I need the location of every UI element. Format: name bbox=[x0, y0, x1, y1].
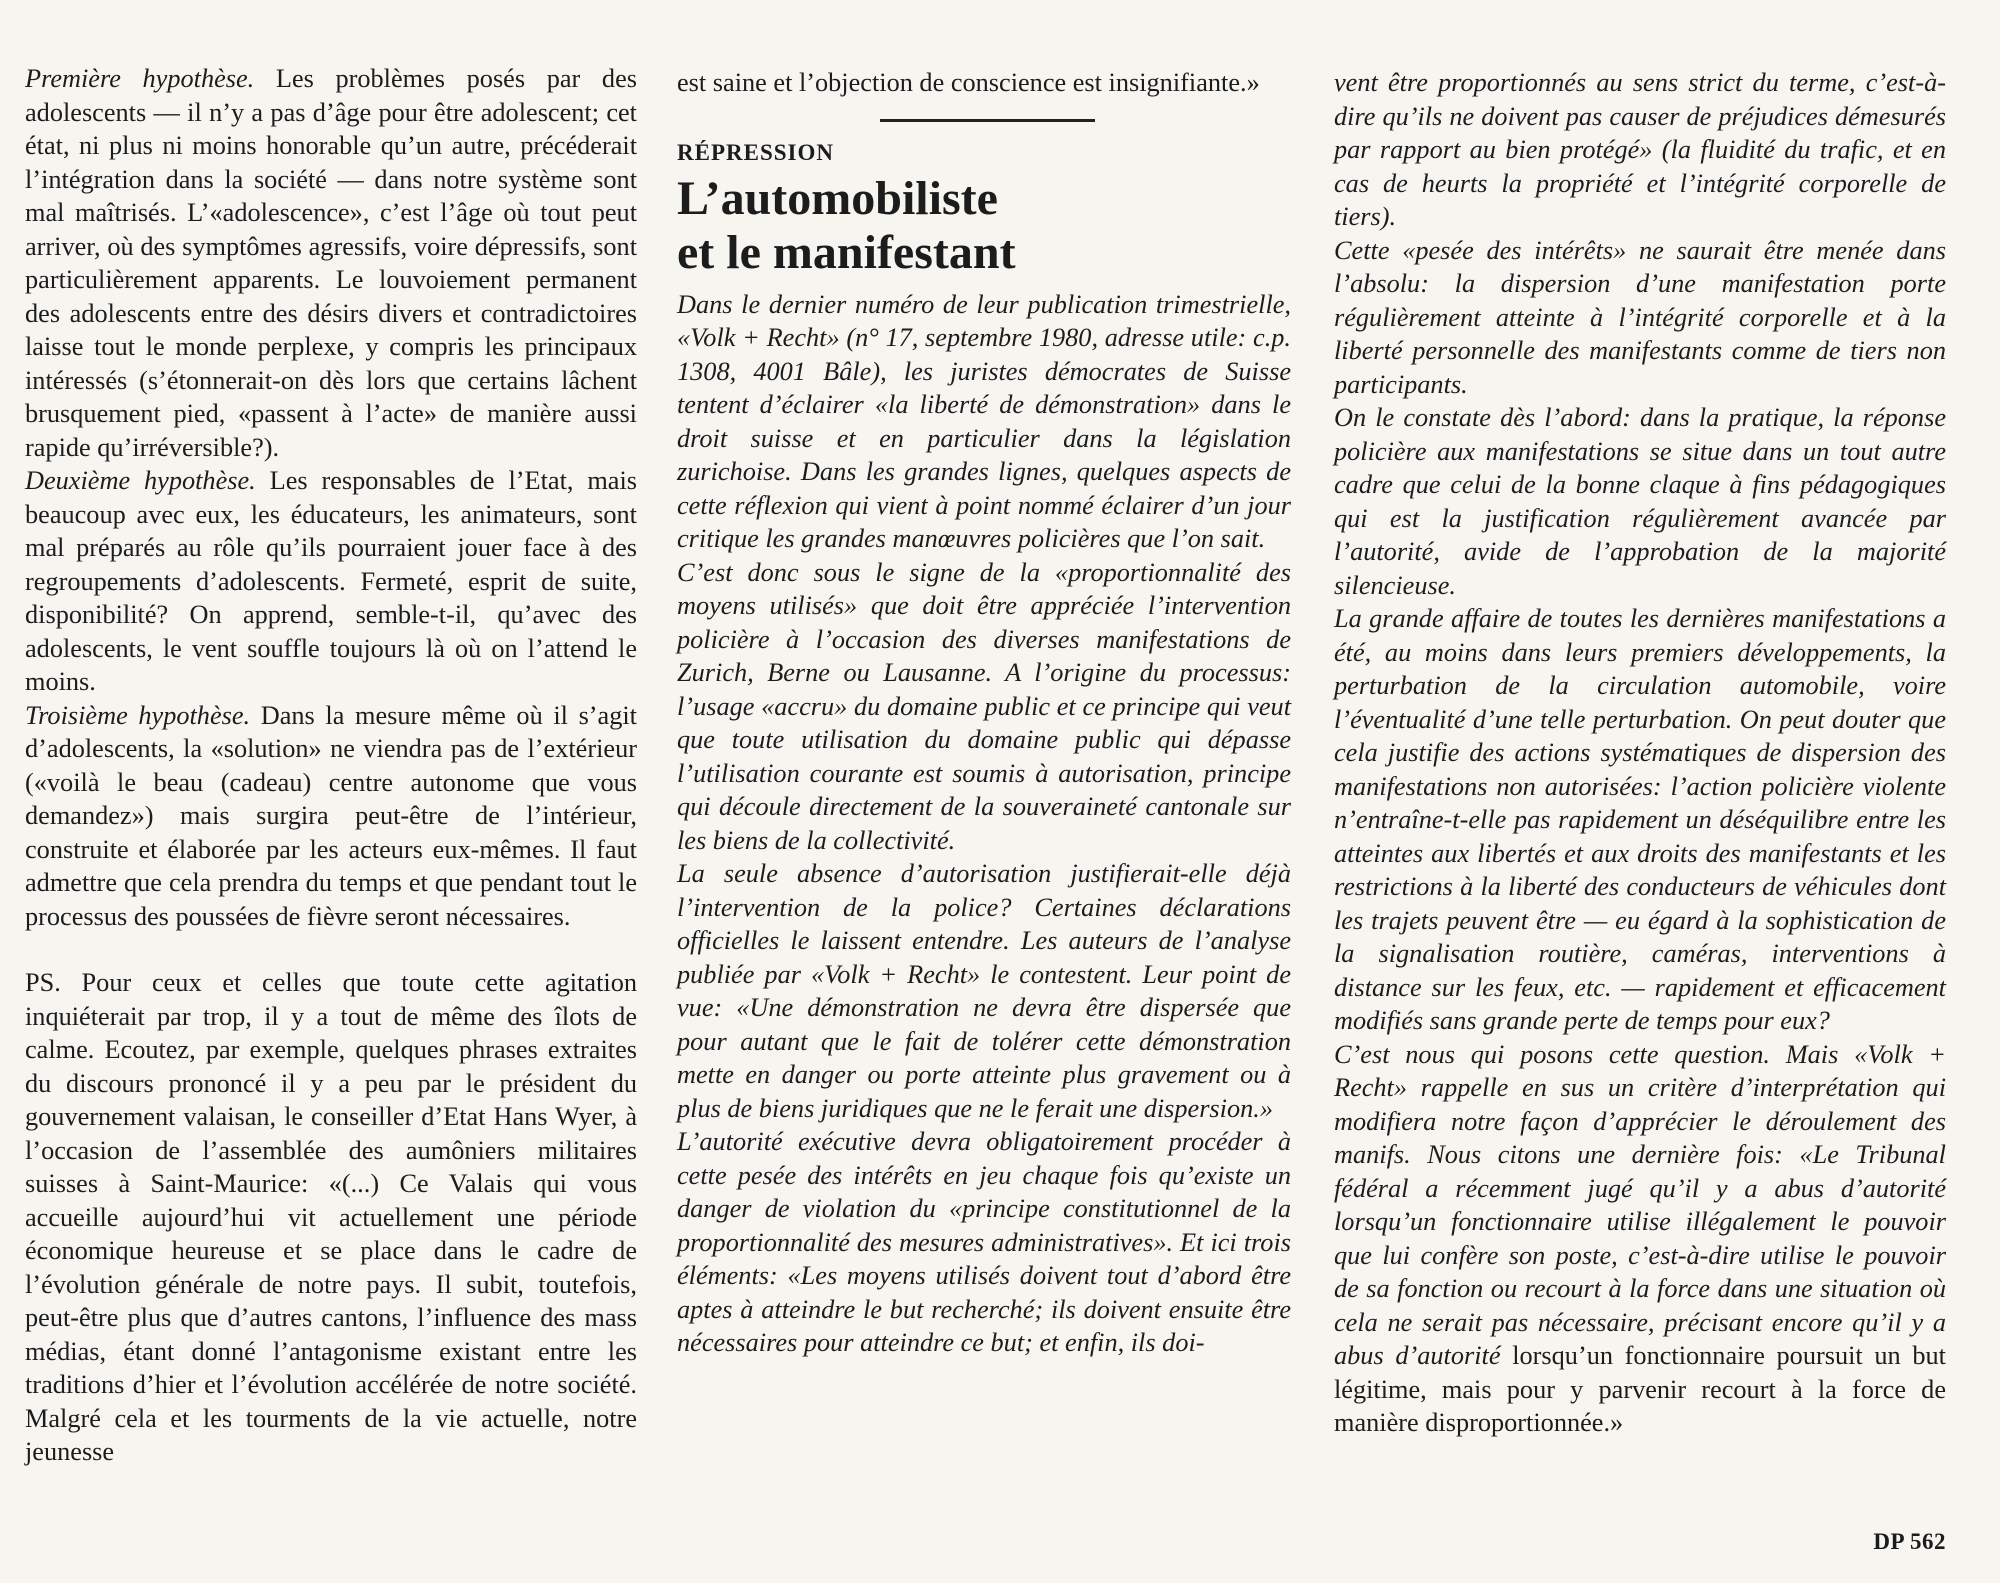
first-hypothesis-body: Les problèmes posés par des adolescents — il n’y a pas d’âge pour être adolescent; cet état, ni plus ni moins honorable qu’un autre, précéderait l’intégration dans la société — dans notre système sont mal maîtrisés. L’«adolescence», c’est l’âge où tout peut arriver, où des symptômes agressifs, voire dépressifs, sont particulièrement apparents. Le louvoiement permanent des adolescents entre des désirs divers et contradictoires laisse tout le monde perplexe, y compris les principaux intéressés (s’étonnerait-on dès lors que certains lâchent brusquement pied, «passent à l’acte» de manière aussi rapide qu’irréversible?). bbox=[25, 64, 637, 462]
second-hypothesis-body: Les responsables de l’Etat, mais beaucoup avec eux, les éducateurs, les animateurs, sont mal préparés au rôle qu’ils pourraient jouer face à des regroupements d’adolescents. Fermeté, esprit de suite, disponibilité? On apprend, semble-t-il, qu’avec des adolescents, le vent souffle toujours là où on l’attend le moins. bbox=[25, 466, 638, 696]
article-paragraph-final bbox=[1334, 1038, 1946, 1440]
column-middle bbox=[677, 66, 1291, 1360]
article-paragraph: vent être proportionnés au sens strict du terme, c’est-à-dire qu’ils ne doivent pas causer de préjudices démesurés par rapport au bien protégé» (la fluidité du trafic, et en cas de heurts la propriété et l’intégrité corporelle de tiers). bbox=[1334, 68, 1946, 231]
article-paragraph: C’est donc sous le signe de la «proportionnalité des moyens utilisés» que doit être appréciée l’intervention policière à l’occasion des diverses manifestations de Zurich, Berne ou Lausanne. A l’origine du processus: l’usage «accru» du domaine public et ce principe qui veut que toute utilisation du domaine public qui dépasse l’utilisation courante est soumis à autorisation, principe qui découle directement de la souveraineté cantonale sur les biens de la collectivité. bbox=[677, 557, 1291, 855]
paragraph-ps: PS. Pour ceux et celles que toute cette agitation inquiéterait par trop, il y a tout de même des îlots de calme. Ecoutez, par exemple, quelques phrases extraites du discours prononcé il y a peu par le président du gouvernement valaisan, le conseiller d’Etat Hans Wyer, à l’occasion de l’assemblée des aumôniers militaires suisses à Saint-Maurice: «(...) Ce Valais qui vous accueille aujourd’hui vit actuellement une période économique heureuse et se place dans le cadre de l’évolution générale de notre pays. Il subit, toutefois, peut-être plus que d’autres cantons, l’influence des mass médias, étant donné l’antagonisme existant entre les traditions d’hier et l’évolution accélérée de notre société. Malgré cela et les tourments de la vie actuelle, notre jeunesse bbox=[25, 968, 637, 1466]
third-hypothesis-lead: Troisième hypothèse. bbox=[25, 700, 251, 730]
section-divider bbox=[880, 119, 1095, 122]
article-paragraph: La seule absence d’autorisation justifierait-elle déjà l’intervention de la police? Certaines déclarations officielles le laissent entendre. Les auteurs de l’analyse publiée par «Volk + Recht» le contestent. Leur point de vue: «Une démonstration ne devra être dispersée que pour autant que le fait de tolérer cette démonstration mette en danger ou porte atteinte plus gravement ou à plus de biens juridiques que ne le ferait une dispersion.» bbox=[677, 859, 1291, 1123]
article-paragraph: Cette «pesée des intérêts» ne saurait être menée dans l’absolu: la dispersion d’une manifestation porte régulièrement atteinte à l’intégrité corporelle et à la liberté personnelle des manifestants comme de tiers non participants. bbox=[1334, 235, 1946, 399]
headline-line-2: et le manifestant bbox=[677, 225, 1016, 279]
article-paragraph: On le constate dès l’abord: dans la pratique, la réponse policière aux manifestations se situe dans un tout autre cadre que celui de la bonne claque à fins pédagogiques qui est la justification régulièrement avancée par l’autorité, avide de l’approbation de la majorité silencieuse. bbox=[1334, 403, 1946, 600]
first-hypothesis-lead: Première hypothèse. bbox=[25, 64, 255, 93]
article-kicker: RÉPRESSION bbox=[677, 139, 834, 165]
headline-line-1: L’automobiliste bbox=[677, 171, 998, 225]
final-roman-part: lorsqu’un fonctionnaire poursuit un but légitime, mais pour y parvenir recourt à la force de manière disproportionnée.» bbox=[1334, 1341, 1946, 1437]
article-headline bbox=[677, 172, 1291, 280]
article-paragraph: L’autorité exécutive devra obligatoirement procéder à cette pesée des intérêts en jeu chaque fois qu’existe un danger de violation du «principe constitutionnel de la proportionnalité des mesures administratives». Et ici trois éléments: «Les moyens utilisés doivent tout d’abord être aptes à atteindre le but recherché; ils doivent ensuite être nécessaires pour atteindre ce but; et enfin, ils doi- bbox=[677, 1127, 1291, 1357]
paragraph-third-hypothesis bbox=[25, 699, 637, 934]
continuation-text: est saine et l’objection de conscience est insignifiante.» bbox=[677, 68, 1260, 97]
column-right bbox=[1334, 66, 1946, 1440]
third-hypothesis-body: Dans la mesure même où il s’agit d’adolescents, la «solution» ne viendra pas de l’extérieur («voilà le beau (cadeau) centre autonome que vous demandez») mais surgira peut-être de l’intérieur, construite et élaborée par les acteurs eux-mêmes. Il faut admettre que cela prendra du temps et que pendant tout le processus des poussées de fièvre seront nécessaires. bbox=[25, 700, 637, 931]
paragraph-second-hypothesis bbox=[25, 464, 637, 699]
column-left bbox=[25, 62, 637, 1469]
final-italic-part: C’est nous qui posons cette question. Mais «Volk + Recht» rappelle en sus un critère d’interprétation qui modifiera notre façon d’apprécier le déroulement des manifs. Nous citons une dernière fois: «Le Tribunal fédéral a récemment jugé qu’il y a abus d’autorité lorsqu’un fonctionnaire utilise illégalement le pouvoir que lui confère son poste, c’est-à-dire utilise le pouvoir de sa fonction ou recourt à la force dans une situation où cela ne serait pas nécessaire, précisant encore qu’il y a abus d’autorité bbox=[1334, 1039, 1946, 1370]
second-hypothesis-lead: Deuxième hypothèse. bbox=[25, 466, 256, 495]
page-footer: DP 562 bbox=[1873, 1529, 1946, 1554]
article-paragraph: Dans le dernier numéro de leur publication trimestrielle, «Volk + Recht» (n° 17, septembre 1980, adresse utile: c.p. 1308, 4001 Bâle), les juristes démocrates de Suisse tentent d’éclairer «la liberté de démonstration» dans le droit suisse et en particulier dans la législation zurichoise. Dans les grandes lignes, quelques aspects de cette réflexion qui vient à point nommé éclairer d’un jour critique les grandes manœuvres policières que l’on sait. bbox=[677, 289, 1291, 553]
paragraph-first-hypothesis bbox=[25, 62, 637, 464]
article-paragraph: La grande affaire de toutes les dernières manifestations a été, au moins dans leurs premiers développements, la perturbation de la circulation automobile, voire l’éventualité d’une telle perturbation. On peut douter que cela justifie des actions systématiques de dispersion des manifestations non autorisées: l’action policière violente n’entraîne-t-elle pas rapidement un déséquilibre entre les atteintes aux libertés et aux droits des manifestants et les restrictions à la liberté des conducteurs de véhicules dont les trajets peuvent être — eu égard à la sophistication de la signalisation routière, caméras, interventions à distance sur les feux, etc. — rapidement et efficacement modifiés sans grande perte de temps pour eux? bbox=[1334, 604, 1946, 1035]
